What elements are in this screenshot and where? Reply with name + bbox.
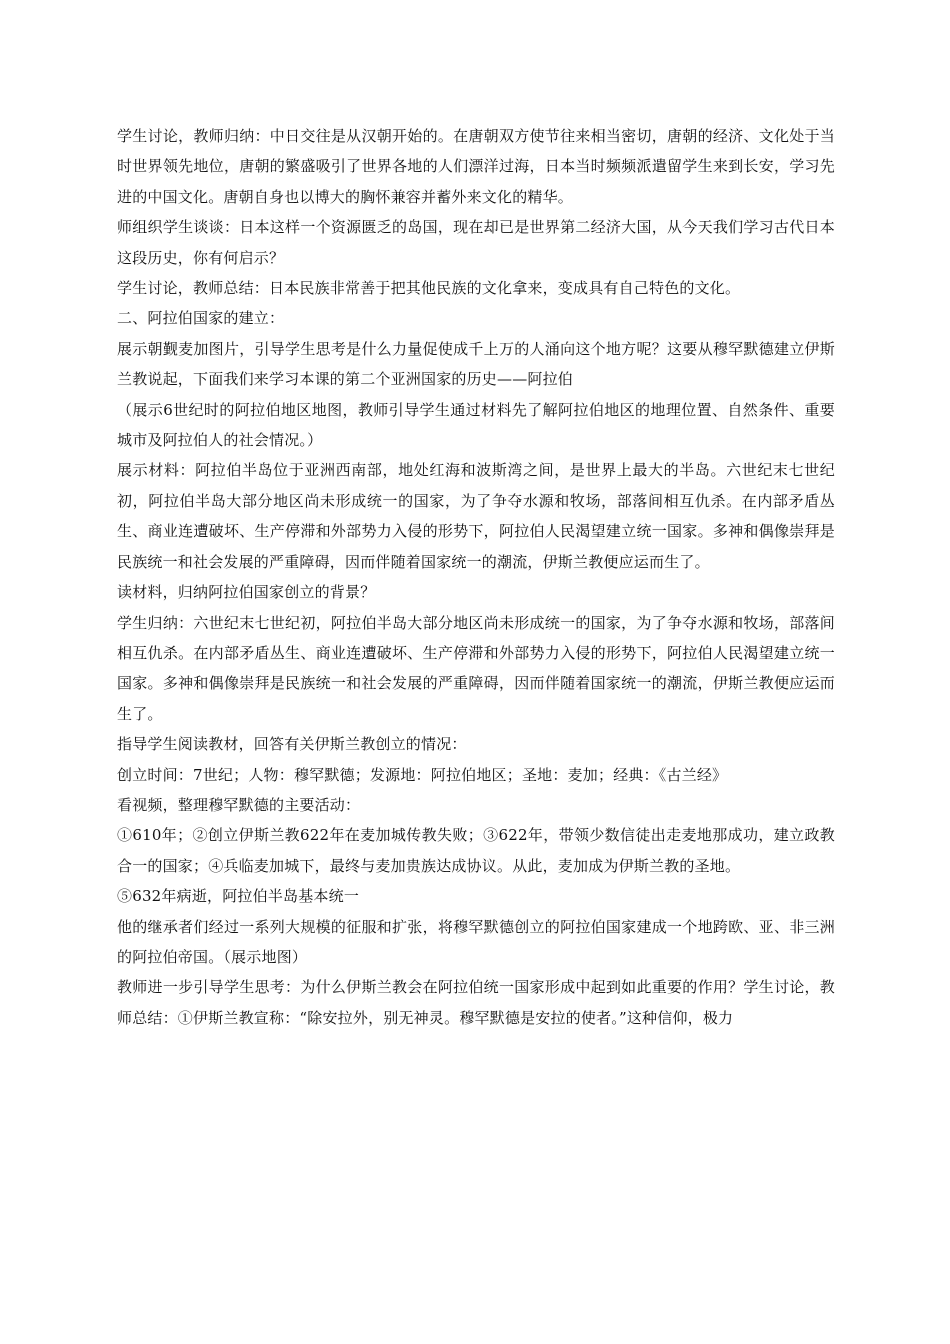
paragraph-japan-discussion-prompt: 师组织学生谈谈：日本这样一个资源匮乏的岛国，现在却已是世界第二经济大国，从今天我们学习古代日本这段历史，你有何启示？ [117, 218, 835, 267]
paragraph-muhammad-activities: ①610年；②创立伊斯兰教622年在麦加城传教失败；③622年，带领少数信徒出走麦地那成功，建立政教合一的国家；④兵临麦加城下，最终与麦加贵族达成协议。从此，麦加成为伊斯兰教的圣地。 [117, 826, 835, 875]
document-body [117, 121, 835, 1033]
paragraph-mecca-pilgrimage: 展示朝觐麦加图片，引导学生思考是什么力量促使成千上万的人涌向这个地方呢？这要从穆罕默德建立伊斯兰教说起，下面我们来学习本课的第二个亚洲国家的历史——阿拉伯 [117, 339, 835, 389]
paragraph-video-task: 看视频，整理穆罕默德的主要活动： [117, 795, 361, 814]
paragraph-teacher-question: 教师进一步引导学生思考：为什么伊斯兰教会在阿拉伯统一国家形成中起到如此重要的作用？学生讨论，教师总结：①伊斯兰教宣称：“除安拉外，别无神灵。穆罕默德是安拉的使者。”这种信仰，极力 [117, 978, 835, 1027]
section-heading-arab-state: 二、阿拉伯国家的建立： [117, 309, 285, 328]
paragraph-japan-tang-summary: 学生讨论，教师归纳：中日交往是从汉朝开始的。在唐朝双方使节往来相当密切，唐朝的经济、文化处于当时世界领先地位，唐朝的繁盛吸引了世界各地的人们漂洋过海，日本当时频频派遣留学生来到长安，学习先进的中国文化。唐朝自身也以博大的胸怀兼容并蓄外来文化的精华。 [117, 127, 835, 206]
paragraph-islam-facts: 创立时间：7世纪；人物：穆罕默德；发源地：阿拉伯地区；圣地：麦加；经典：《古兰经》 [117, 765, 728, 784]
paragraph-reading-guide: 指导学生阅读教材，回答有关伊斯兰教创立的情况： [117, 735, 467, 754]
paragraph-student-summary: 学生归纳：六世纪末七世纪初，阿拉伯半岛大部分地区尚未形成统一的国家，为了争夺水源和牧场，部落间相互仇杀。在内部矛盾丛生、商业连遭破坏、生产停滞和外部势力入侵的形势下，阿拉伯人民渴望建立统一国家。多神和偶像崇拜是民族统一和社会发展的严重障碍，因而伴随着国家统一的潮流，伊斯兰教便应运而生了。 [117, 613, 835, 723]
paragraph-successors-empire: 他的继承者们经过一系列大规模的征服和扩张，将穆罕默德创立的阿拉伯国家建成一个地跨欧、亚、非三洲的阿拉伯帝国。（展示地图） [117, 917, 835, 966]
paragraph-632-death: ⑤632年病逝，阿拉伯半岛基本统一 [117, 887, 360, 906]
paragraph-read-material-question: 读材料，归纳阿拉伯国家创立的背景？ [117, 583, 376, 602]
paragraph-map-note: （展示6世纪时的阿拉伯地区地图，教师引导学生通过材料先了解阿拉伯地区的地理位置、自然条件、重要城市及阿拉伯人的社会情况。） [117, 400, 835, 450]
paragraph-material: 展示材料：阿拉伯半岛位于亚洲西南部，地处红海和波斯湾之间，是世界上最大的半岛。六世纪末七世纪初，阿拉伯半岛大部分地区尚未形成统一的国家，为了争夺水源和牧场，部落间相互仇杀。在内部矛盾丛生、商业连遭破坏、生产停滞和外部势力入侵的形势下，阿拉伯人民渴望建立统一国家。多神和偶像崇拜是民族统一和社会发展的严重障碍，因而伴随着国家统一的潮流，伊斯兰教便应运而生了。 [117, 461, 835, 571]
paragraph-japan-conclusion: 学生讨论，教师总结：日本民族非常善于把其他民族的文化拿来，变成具有自己特色的文化。 [117, 279, 741, 298]
